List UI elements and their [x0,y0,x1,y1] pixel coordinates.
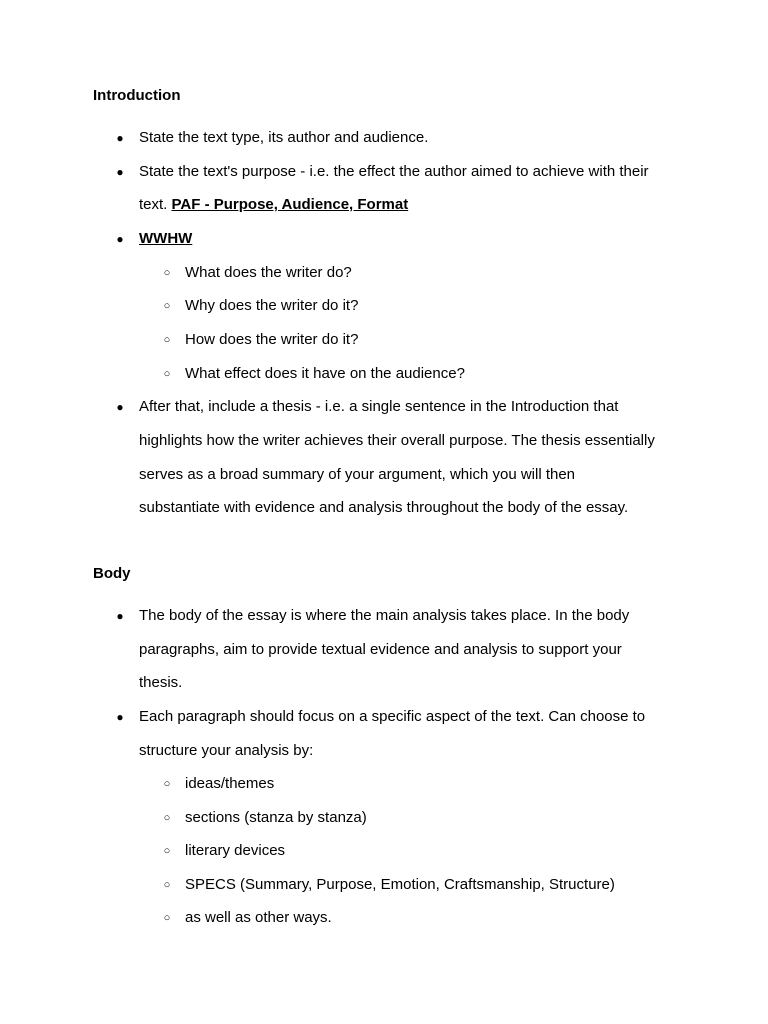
thesis-text-line: After that, include a thesis - i.e. a single sentence in the Introduction that [139,398,619,415]
bullet-icon [114,606,126,626]
hollow-bullet-icon [161,908,173,928]
hollow-bullet-icon [161,296,173,316]
wwhw-item: Why does the writer do it? [185,297,359,314]
body-text-line: paragraphs, aim to provide textual evidence and analysis to support your [139,641,622,658]
hollow-bullet-icon [161,774,173,794]
thesis-text-line: substantiate with evidence and analysis throughout the body of the essay. [139,499,629,516]
wwhw-label: WWHW [139,230,193,247]
body-heading: Body [93,565,131,582]
hollow-bullet-icon [161,841,173,861]
hollow-bullet-icon [161,808,173,828]
thesis-text-line: serves as a broad summary of your argument, which you will then [139,466,576,483]
bullet-icon [114,707,126,727]
structure-item: literary devices [185,842,286,859]
intro-bullet-text: State the text type, its author and audience. [139,129,429,146]
hollow-bullet-icon [161,330,173,350]
intro-bullet-text: State the text's purpose - i.e. the effect the author aimed to achieve with their [139,163,649,180]
hollow-bullet-icon [161,263,173,283]
introduction-heading: Introduction [93,87,181,104]
hollow-bullet-icon [161,364,173,384]
bullet-icon [114,162,126,182]
bullet-icon [114,128,126,148]
paf-emphasis: PAF - Purpose, Audience, Format [171,196,409,213]
body-text-line: The body of the essay is where the main analysis takes place. In the body [139,607,630,624]
hollow-bullet-icon [161,875,173,895]
bullet-icon [114,397,126,417]
body-text-line: structure your analysis by: [139,742,314,759]
structure-item: sections (stanza by stanza) [185,809,367,826]
text-prefix: text. [139,196,172,213]
intro-bullet-text-continued [139,195,408,215]
thesis-text-line: highlights how the writer achieves their overall purpose. The thesis essentially [139,432,655,449]
wwhw-item: How does the writer do it? [185,331,359,348]
wwhw-item: What effect does it have on the audience? [185,365,465,382]
structure-item: ideas/themes [185,775,275,792]
structure-item: as well as other ways. [185,909,332,926]
body-text-line: Each paragraph should focus on a specific aspect of the text. Can choose to [139,708,646,725]
structure-item: SPECS (Summary, Purpose, Emotion, Craftsmanship, Structure) [185,876,615,893]
wwhw-item: What does the writer do? [185,264,352,281]
bullet-icon [114,229,126,249]
body-text-line: thesis. [139,674,183,691]
